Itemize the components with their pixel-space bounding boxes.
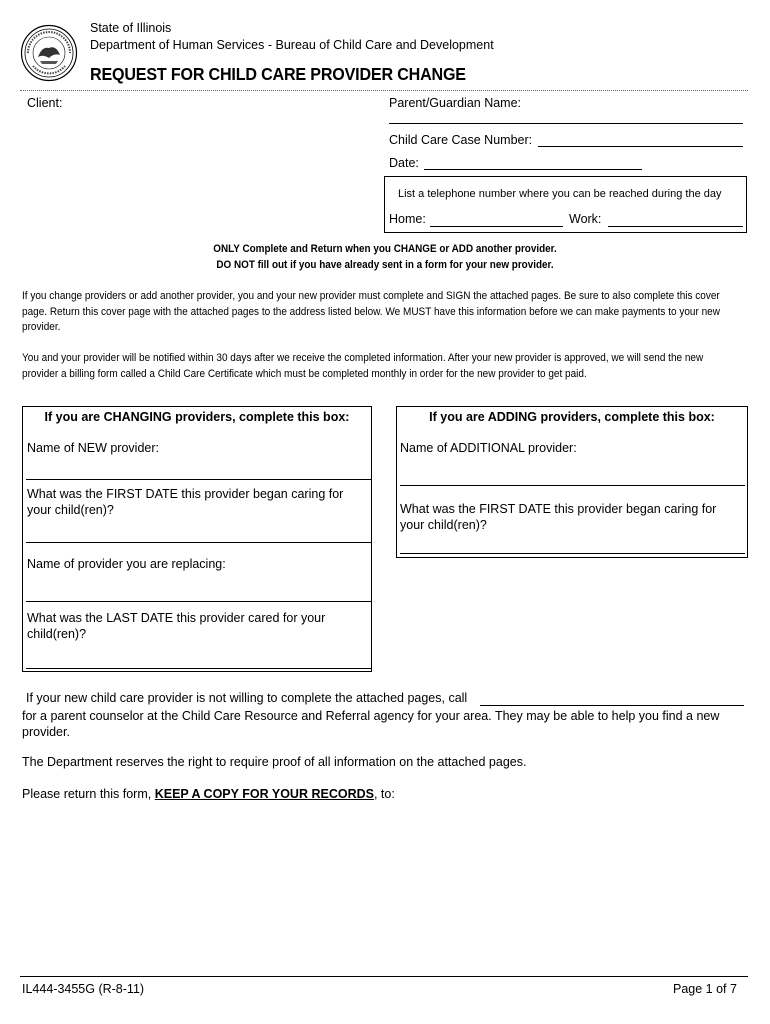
home-phone-label: Home: <box>389 212 426 226</box>
form-number: IL444-3455G (R-8-11) <box>22 982 145 996</box>
date-field[interactable] <box>424 169 642 170</box>
replaced-provider-label: Name of provider you are replacing: <box>27 557 226 571</box>
new-provider-label: Name of NEW provider: <box>27 441 159 455</box>
return-text-post: , to: <box>373 787 395 801</box>
changing-box-heading: If you are CHANGING providers, complete this box: <box>44 410 350 424</box>
page-number: Page 1 of 7 <box>673 982 737 996</box>
case-number-field[interactable] <box>538 146 743 147</box>
changing-provider-box <box>22 406 372 672</box>
department-name: Department of Human Services - Bureau of Child Care and Development <box>90 38 494 52</box>
home-phone-field[interactable] <box>430 226 563 227</box>
notice-line-2: DO NOT fill out if you have already sent in a form for your new provider. <box>216 259 554 271</box>
footer-divider <box>20 976 748 977</box>
replaced-provider-field[interactable] <box>26 601 371 602</box>
state-seal <box>20 24 78 82</box>
notice-line-1: ONLY Complete and Return when you CHANGE or ADD another provider. <box>213 243 557 255</box>
additional-provider-label: Name of ADDITIONAL provider: <box>400 441 577 455</box>
additional-provider-field[interactable] <box>400 485 745 486</box>
state-name: State of Illinois <box>90 21 172 35</box>
last-date-label: What was the LAST DATE this provider cared for your child(ren)? <box>27 611 326 641</box>
first-date-label: What was the FIRST DATE this provider began caring for your child(ren)? <box>27 487 344 517</box>
phone-box <box>384 176 747 233</box>
work-phone-label: Work: <box>569 212 602 226</box>
adding-box-heading: If you are ADDING providers, complete this box: <box>429 410 715 424</box>
return-instruction <box>22 786 395 802</box>
counselor-phone-field[interactable] <box>480 705 744 706</box>
date-label: Date: <box>389 156 419 170</box>
parent-guardian-label: Parent/Guardian Name: <box>389 96 522 110</box>
new-provider-field[interactable] <box>26 479 371 480</box>
counselor-text-lead: If your new child care provider is not willing to complete the attached pages, call <box>26 691 468 705</box>
form-title: REQUEST FOR CHILD CARE PROVIDER CHANGE <box>90 64 466 84</box>
instructions-paragraph-2: You and your provider will be notified within 30 days after we receive the completed information. After your new provider is approved, we will send the new provider a billing form called a Child Care Certificate which must be completed monthly in order for the new provider to get paid. <box>22 352 704 380</box>
reserves-statement: The Department reserves the right to require proof of all information on the attached pages. <box>22 755 527 769</box>
client-label: Client: <box>27 96 63 110</box>
first-date-field[interactable] <box>26 542 371 543</box>
instructions-paragraph-1: If you change providers or add another provider, you and your new provider must complete and SIGN the attached pages. Be sure to also complete this cover page. Return this cover page with the attached pages to the address listed below. We MUST have this information before we can make payments to your new provider. <box>22 290 720 333</box>
parent-guardian-field[interactable] <box>389 123 743 124</box>
phone-instruction: List a telephone number where you can be reached during the day <box>398 188 722 200</box>
counselor-text-rest: for a parent counselor at the Child Care Resource and Referral agency for your area. They may be able to help you find a new provider. <box>22 709 720 739</box>
return-text-pre: Please return this form, <box>22 787 155 801</box>
additional-first-date-label: What was the FIRST DATE this provider began caring for your child(ren)? <box>400 502 717 532</box>
case-number-label: Child Care Case Number: <box>389 133 533 147</box>
last-date-field[interactable] <box>26 668 371 669</box>
work-phone-field[interactable] <box>608 226 743 227</box>
adding-provider-box <box>396 406 748 558</box>
header-divider <box>20 90 748 91</box>
additional-first-date-field[interactable] <box>400 553 745 554</box>
keep-copy-emphasis: KEEP A COPY FOR YOUR RECORDS <box>154 787 374 801</box>
